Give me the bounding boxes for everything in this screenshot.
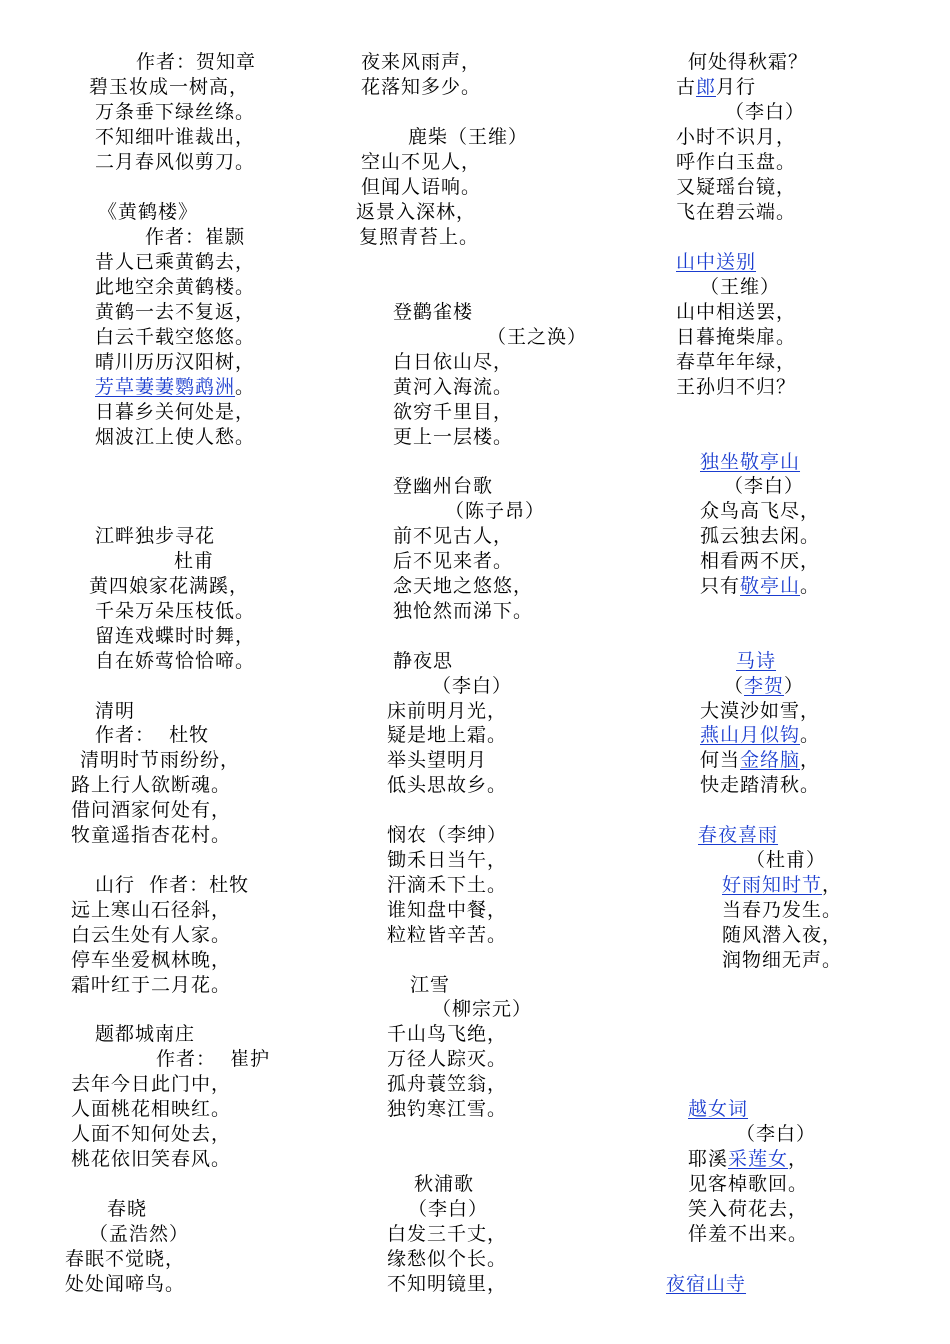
poem-line: 举头望明月 [387, 749, 488, 771]
poem-line: 独钓寒江雪。 [387, 1098, 508, 1120]
poem-line: 二月春风似剪刀。 [95, 151, 256, 173]
poem-line: 白日依山尽， [393, 351, 514, 373]
poem-line: 飞在碧云端。 [676, 201, 797, 223]
poem-line: 何处得秋霜？ [688, 51, 809, 73]
poem-line: 霜叶红于二月花。 [71, 974, 232, 996]
poem-author: （李白） [725, 101, 806, 123]
poem-line: 相看两不厌， [700, 550, 821, 572]
poem-line: 好雨知时节， [722, 874, 843, 896]
poem-line: 但闻人语响。 [361, 176, 482, 198]
link-jinluonao[interactable]: 金络脑 [740, 749, 801, 771]
poem-line: 燕山月似钩。 [700, 724, 821, 746]
poem-author: 作者：崔颢 [145, 226, 246, 248]
poem-line: 床前明月光， [387, 700, 508, 722]
link-cailiannv[interactable]: 采莲女 [728, 1148, 789, 1170]
poem-author: 作者： 崔护 [156, 1048, 271, 1070]
poem-title: 秋浦歌 [414, 1173, 475, 1195]
poem-line: 粒粒皆辛苦。 [387, 924, 508, 946]
poem-line: 处处闻啼鸟。 [65, 1273, 186, 1295]
poem-line: 复照青苔上。 [359, 226, 480, 248]
poem-line: 空山不见人， [361, 151, 482, 173]
poem-line: 念天地之悠悠， [393, 575, 534, 597]
poem-line: 返景入深林， [356, 201, 477, 223]
poem-author: （陈子昂） [445, 500, 546, 522]
poem-line: 谁知盘中餐， [387, 899, 508, 921]
poem-line: 黄河入海流。 [393, 376, 514, 398]
poem-title: 鹿柴（王维） [408, 126, 529, 148]
link-jingtingshan[interactable]: 敬亭山 [740, 575, 801, 597]
poem-line: 人面不知何处去， [71, 1123, 232, 1145]
poem-line: 众鸟高飞尽， [700, 500, 821, 522]
poem-line: 不知明镜里， [387, 1273, 508, 1295]
poem-line: 芳草萋萋鹦鹉洲。 [95, 376, 256, 398]
poem-title: 题都城南庄 [95, 1023, 196, 1045]
poem-line: 孤云独去闲。 [700, 525, 821, 547]
poem-line: 千朵万朵压枝低。 [95, 600, 256, 622]
poem-line: 何当金络脑， [700, 749, 821, 771]
poem-line: 万条垂下绿丝绦。 [95, 101, 256, 123]
poem-line: 人面桃花相映红。 [71, 1098, 232, 1120]
poem-line: 呼作白玉盘。 [676, 151, 797, 173]
poem-line: 晴川历历汉阳树， [95, 351, 256, 373]
poem-title: 古郎月行 [676, 76, 757, 98]
poem-line: 独怆然而涕下。 [393, 600, 534, 622]
link-fangcao[interactable]: 芳草萋萋鹦鹉洲 [95, 376, 236, 398]
poem-line: 汗滴禾下土。 [387, 874, 508, 896]
poem-author: （李白） [408, 1198, 489, 1220]
poem-line: 夜来风雨声， [361, 51, 482, 73]
poem-line: 后不见来者。 [393, 550, 514, 572]
poem-line: 耶溪采莲女， [688, 1148, 809, 1170]
poem-line: 白发三千丈， [387, 1223, 508, 1245]
poem-author: （李白） [724, 475, 805, 497]
poem-line: 日暮掩柴扉。 [676, 326, 797, 348]
poem-line: 缘愁似个长。 [387, 1248, 508, 1270]
poem-line: 小时不识月， [676, 126, 797, 148]
poem-line: 借问酒家何处有， [71, 799, 232, 821]
poem-author: 作者：贺知章 [136, 51, 257, 73]
poem-line: 千山鸟飞绝， [387, 1023, 508, 1045]
poem-author: （孟浩然） [89, 1223, 190, 1245]
poem-line: 牧童遥指杏花村。 [71, 824, 232, 846]
poem-line: 桃花依旧笑春风。 [71, 1148, 232, 1170]
poem-title: 春晓 [107, 1198, 148, 1220]
poem-line: 路上行人欲断魂。 [71, 774, 232, 796]
poem-author: （李贺） [724, 675, 805, 697]
poem-title: 登鹳雀楼 [393, 301, 474, 323]
poem-line: 更上一层楼。 [393, 426, 514, 448]
poem-author: 作者： 杜牧 [95, 724, 210, 746]
poem-line: 欲穷千里目， [393, 401, 514, 423]
poem-line: 白云生处有人家。 [71, 924, 232, 946]
poem-line: 春眠不觉晓， [65, 1248, 186, 1270]
poem-line: 留连戏蝶时时舞， [95, 625, 256, 647]
poem-line: 此地空余黄鹤楼。 [95, 276, 256, 298]
poem-line: 春草年年绿， [676, 351, 797, 373]
poem-line: 日暮乡关何处是， [95, 401, 256, 423]
poem-line: 只有敬亭山。 [700, 575, 821, 597]
poem-line: 低头思故乡。 [387, 774, 508, 796]
link-duzuojingtingshan[interactable]: 独坐敬亭山 [700, 451, 801, 473]
poem-line: 昔人已乘黄鹤去， [95, 251, 256, 273]
poem-line: 疑是地上霜。 [387, 724, 508, 746]
poem-line: 花落知多少。 [361, 76, 482, 98]
poem-line: 当春乃发生。 [722, 899, 843, 921]
poem-line: 不知细叶谁裁出， [95, 126, 256, 148]
poem-line: 黄四娘家花满蹊， [89, 575, 250, 597]
poem-author: （王之涣） [487, 326, 588, 348]
link-lang[interactable]: 郎 [696, 76, 717, 98]
link-yuenvci[interactable]: 越女词 [688, 1098, 749, 1120]
poem-title: 山行 作者：杜牧 [95, 874, 250, 896]
poem-line: 王孙归不归？ [676, 376, 797, 398]
poem-author: （柳宗元） [432, 998, 533, 1020]
poem-line: 白云千载空悠悠。 [95, 326, 256, 348]
poem-title: 《黄鹤楼》 [98, 201, 199, 223]
poem-line: 又疑瑶台镜， [676, 176, 797, 198]
poem-title: 悯农（李绅） [387, 824, 508, 846]
poem-title: 登幽州台歌 [393, 475, 494, 497]
link-yesushansi[interactable]: 夜宿山寺 [666, 1273, 747, 1295]
poem-line: 前不见古人， [393, 525, 514, 547]
poem-line: 碧玉妆成一树高， [89, 76, 250, 98]
poem-author: （李白） [432, 675, 513, 697]
poem-title: 江雪 [410, 974, 451, 996]
poem-title: 清明 [95, 700, 136, 722]
poem-author: 杜甫 [174, 550, 215, 572]
poem-line: 孤舟蓑笠翁， [387, 1073, 508, 1095]
poem-author: （王维） [700, 276, 781, 298]
poem-line: 快走踏清秋。 [700, 774, 821, 796]
poem-line: 清明时节雨纷纷， [80, 749, 241, 771]
link-shanzhongsongbie[interactable]: 山中送别 [676, 251, 757, 273]
poem-line: 远上寒山石径斜， [71, 899, 232, 921]
poem-line: 锄禾日当午， [387, 849, 508, 871]
poem-line: 山中相送罢， [676, 301, 797, 323]
poem-line: 自在娇莺恰恰啼。 [95, 650, 256, 672]
poem-line: 润物细无声。 [722, 949, 843, 971]
poem-line: 见客棹歌回。 [688, 1173, 809, 1195]
link-chunyexiyu[interactable]: 春夜喜雨 [698, 824, 779, 846]
poem-title: 静夜思 [393, 650, 454, 672]
poem-line: 烟波江上使人愁。 [95, 426, 256, 448]
poem-title: 江畔独步寻花 [95, 525, 216, 547]
poem-line: 随风潜入夜， [722, 924, 843, 946]
poem-line: 去年今日此门中， [71, 1073, 232, 1095]
poem-author: （李白） [736, 1123, 817, 1145]
poem-line: 大漠沙如雪， [700, 700, 821, 722]
link-haoyuzhishijie[interactable]: 好雨知时节 [722, 874, 823, 896]
link-yanshanyue[interactable]: 燕山月似钩 [700, 724, 801, 746]
poem-line: 笑入荷花去， [688, 1198, 809, 1220]
poem-line: 万径人踪灭。 [387, 1048, 508, 1070]
poem-author: （杜甫） [746, 849, 827, 871]
poem-line: 停车坐爱枫林晚， [71, 949, 232, 971]
link-mashi[interactable]: 马诗 [736, 650, 777, 672]
poem-line: 佯羞不出来。 [688, 1223, 809, 1245]
link-lihe[interactable]: 李贺 [744, 675, 785, 697]
poem-line: 黄鹤一去不复返， [95, 301, 256, 323]
